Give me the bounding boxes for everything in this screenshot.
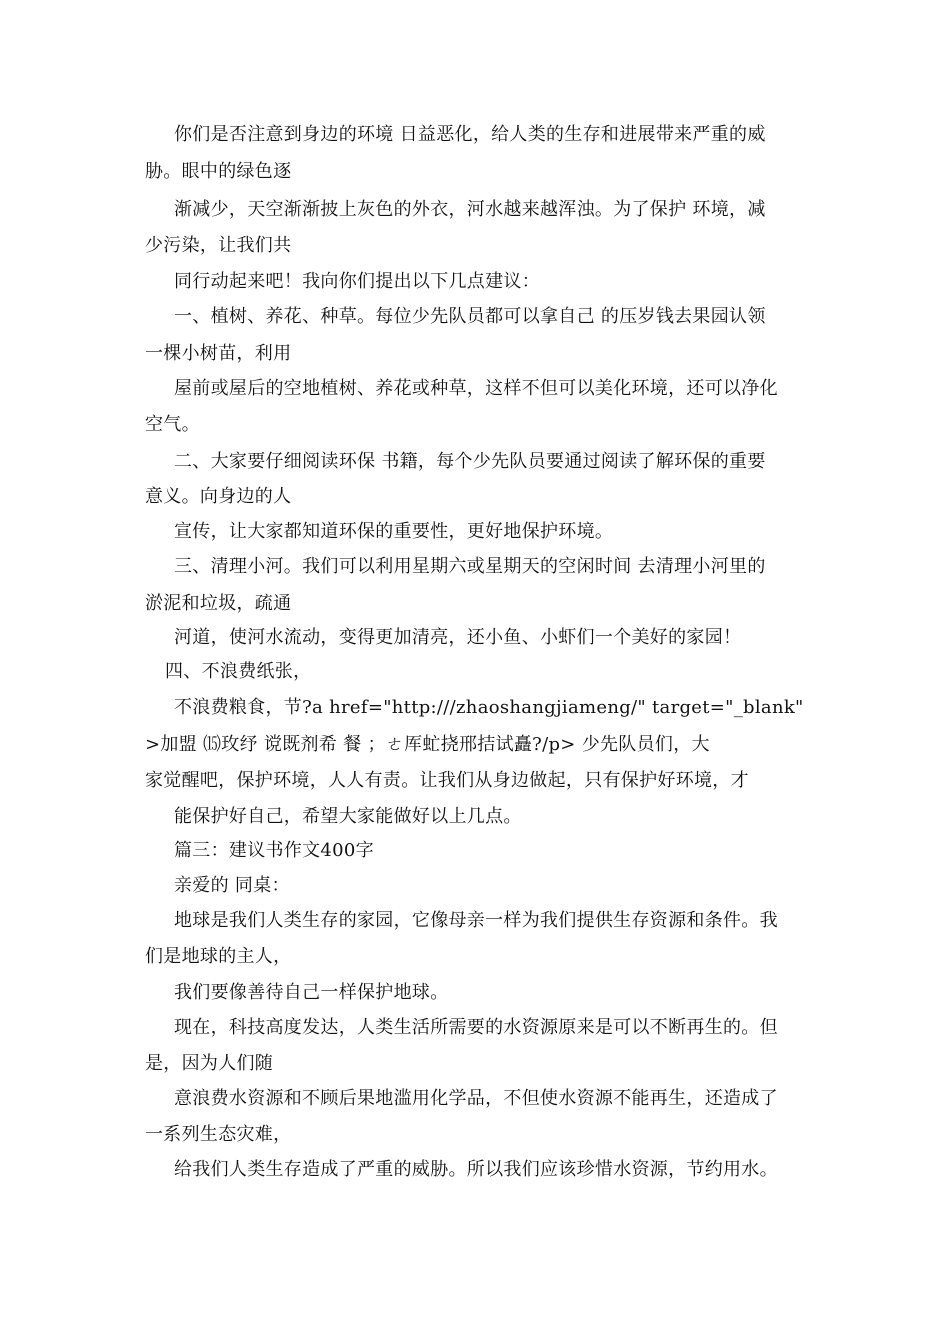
text-line: 是，因为人们随 <box>145 1053 274 1074</box>
text-line: 给我们人类生存造成了严重的威胁。所以我们应该珍惜水资源，节约用水。 <box>174 1159 778 1180</box>
text-line: 意义。向身边的人 <box>145 486 292 507</box>
text-line: 少污染，让我们共 <box>145 235 292 256</box>
text-line: 地球是我们人类生存的家园，它像母亲一样为我们提供生存资源和条件。我 <box>174 910 778 931</box>
text-line: 河道，使河水流动，变得更加清亮，还小鱼、小虾们一个美好的家园！ <box>174 627 742 648</box>
text-line: 淤泥和垃圾，疏通 <box>145 593 292 614</box>
text-line: 你们是否注意到身边的环境 日益恶化，给人类的生存和进展带来严重的威 <box>174 124 766 145</box>
text-line: >加盟 ⒂玫纾 谠既剂希 餐 ；ㄜ厍虻挠邢拮试矗?/p> 少先队员们，大 <box>145 734 710 755</box>
text-line: 能保护好自己，希望大家能做好以上几点。 <box>174 806 522 827</box>
text-line: 意浪费水资源和不顾后果地滥用化学品，不但使水资源不能再生，还造成了 <box>174 1088 778 1109</box>
text-line: 二、大家要仔细阅读环保 书籍，每个少先队员要通过阅读了解环保的重要 <box>174 451 766 472</box>
text-line: 一系列生态灾难， <box>145 1124 292 1145</box>
text-line: 一棵小树苗，利用 <box>145 343 292 364</box>
text-line: 一、植树、养花、种草。每位少先队员都可以拿自己 的压岁钱去果园认领 <box>174 306 766 327</box>
text-line: 四、不浪费纸张， <box>165 661 312 682</box>
text-line: 现在，科技高度发达，人类生活所需要的水资源原来是可以不断再生的。但 <box>174 1017 778 1038</box>
text-line: 空气。 <box>145 414 200 435</box>
salutation: 亲爱的 同桌： <box>174 875 290 896</box>
text-line: 们是地球的主人， <box>145 946 292 967</box>
text-line: 宣传，让大家都知道环保的重要性，更好地保护环境。 <box>174 521 614 542</box>
text-line: 不浪费粮食，节?a href="http:///zhaoshangjiameng/" target="_blank" <box>174 697 804 718</box>
text-line: 胁。眼中的绿色逐 <box>145 161 292 182</box>
text-line: 渐减少，天空渐渐披上灰色的外衣，河水越来越浑浊。为了保护 环境，减 <box>174 199 766 220</box>
text-line: 屋前或屋后的空地植树、养花或种草，这样不但可以美化环境，还可以净化 <box>174 378 778 399</box>
text-line: 同行动起来吧！我向你们提出以下几点建议： <box>174 271 540 292</box>
text-line: 三、清理小河。我们可以利用星期六或星期天的空闲时间 去清理小河里的 <box>174 556 766 577</box>
text-line: 家觉醒吧，保护环境，人人有责。让我们从身边做起，只有保护好环境，才 <box>145 770 749 791</box>
section-heading: 篇三：建议书作文400字 <box>174 840 374 861</box>
text-line: 我们要像善待自己一样保护地球。 <box>174 982 449 1003</box>
